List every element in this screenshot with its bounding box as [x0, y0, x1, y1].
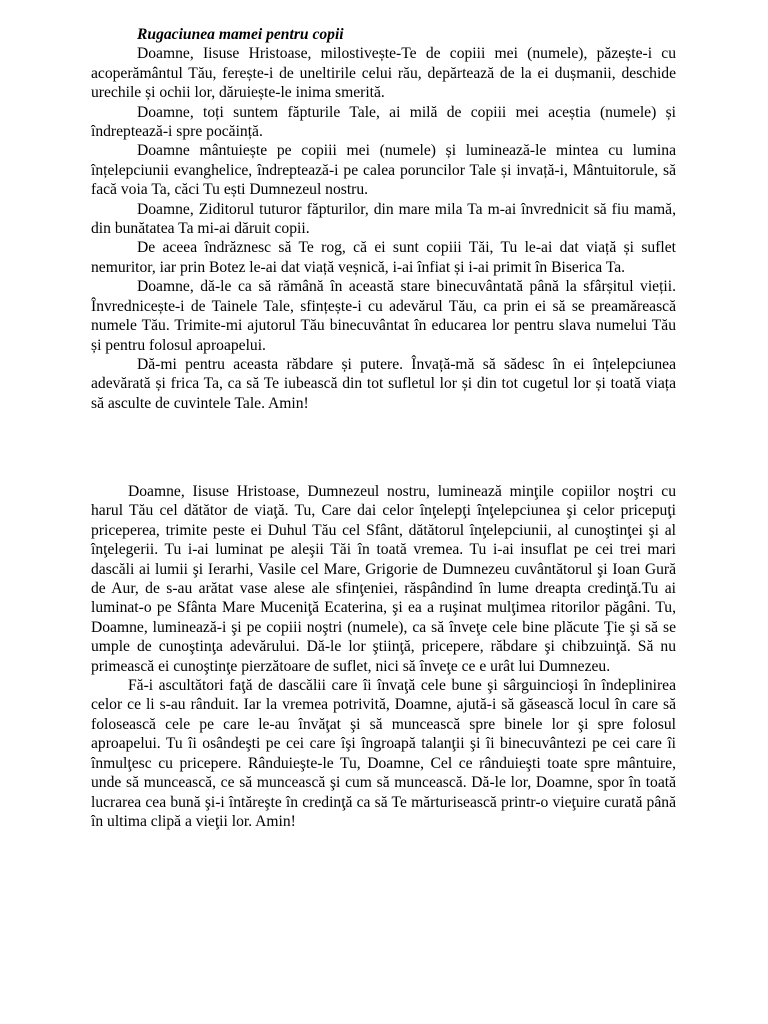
paragraph: Fă-i ascultători faţă de dascălii care îi învaţă cele bune şi sârguincioşi în îndeplinirea celor ce li s-au rânduit. Iar la vremea potrivită, Doamne, ajută-i să găsească locul în care să folosească cele pe care le-au învăţat şi să muncească spre binele lor şi spre folosul aproapelui. Tu îi osândeşti pe cei care îşi îngroapă talanţii şi îi binecuvântezi pe cei care îi înmulţesc cu pricepere. Rânduieşte-le Tu, Doamne, Cel ce rânduieşti toate spre mântuire, unde să muncească, ce să muncească şi cum să muncească. Dă-le lor, Doamne, spor în toată lucrarea cea bună şi-i întăreşte în credinţă ca să Te mărturisească printr-o vieţuire curată până în ultima clipă a vieţii lor. Amin!	[91, 677, 676, 830]
paragraph: De aceea îndrăznesc să Te rog, că ei sunt copiii Tăi, Tu le-ai dat viață și suflet nemuritor, iar prin Botez le-ai dat viață veșnică, i-ai înfiat și i-ai primit în Biserica Ta.	[91, 239, 676, 276]
prayer-section-mother	[91, 25, 676, 413]
paragraph: Doamne, Iisuse Hristoase, Dumnezeul nostru, luminează minţile copiilor noştri cu harul Tău cel dătător de viaţă. Tu, Care dai celor înţelepţi înţelepciunea şi celor pricepuţi priceperea, trimite peste ei Duhul Tău cel Sfânt, dătătorul înţelepciunii, al cunoştinţei şi al înţelegerii. Tu i-ai luminat pe aleşii Tăi în toată vremea. Tu i-ai insuflat pe cei trei mari dascăli ai lumii şi Ierarhi, Vasile cel Mare, Grigorie de Dumnezeu cuvântătorul şi Ioan Gură de Aur, de s-au arătat vase alese ale sfinţeniei, răspândind în lume dreapta credinţă.Tu ai luminat-o pe Sfânta Mare Muceniţă Ecaterina, şi ea a ruşinat mulţimea ritorilor păgâni. Tu, Doamne, luminează-i şi pe copiii noştri (numele), ca să înveţe cele bine plăcute Ţie şi să se umple de cunoştinţa adevărului. Dă-le lor ştiinţă, pricepere, răbdare şi chibzuinţă. Să nu primească ei cunoştinţe pierzătoare de suflet, nici să înveţe ce e urât lui Dumnezeu.	[91, 483, 676, 675]
paragraph: Doamne, dă-le ca să rămână în această stare binecuvântată până la sfârșitul vieții. Învrednicește-i de Tainele Tale, sfințește-i cu adevărul Tău, ca prin ei să se preamărească numele Tău. Trimite-mi ajutorul Tău binecuvântat în educarea lor pentru slava numelui Tău și pentru folosul aproapelui.	[91, 278, 676, 354]
paragraph: Doamne, Iisuse Hristoase, milostivește-Te de copiii mei (numele), păzește-i cu acoperământul Tău, ferește-i de uneltirile celui rău, depărtează de la ei dușmanii, deschide urechile și ochii lor, dăruiește-le inima smerită.	[91, 45, 676, 102]
paragraph: Doamne mântuiește pe copiii mei (numele) și luminează-le mintea cu lumina înțelepciunii evanghelice, îndreptează-i pe calea poruncilor Tale și invață-i, Mântuitorule, să facă voia Ta, căci Tu ești Dumnezeul nostru.	[91, 142, 676, 199]
document-page	[91, 25, 676, 830]
prayer-section-children	[91, 482, 676, 831]
paragraph: Dă-mi pentru aceasta răbdare și putere. Învață-mă să sădesc în ei înțelepciunea adevărată și frica Ta, ca să Te iubească din tot sufletul lor și din tot cugetul lor și toată viața să asculte de cuvintele Tale. Amin!	[91, 355, 676, 412]
prayer-title: Rugaciunea mamei pentru copii	[137, 26, 344, 43]
paragraph: Doamne, Ziditorul tuturor făpturilor, din mare mila Ta m-ai învrednicit să fiu mamă, din bunătatea Ta mi-ai dăruit copii.	[91, 200, 676, 238]
paragraph: Doamne, toți suntem făpturile Tale, ai milă de copiii mei aceștia (numele) și îndreptează-i spre pocăință.	[91, 103, 676, 141]
